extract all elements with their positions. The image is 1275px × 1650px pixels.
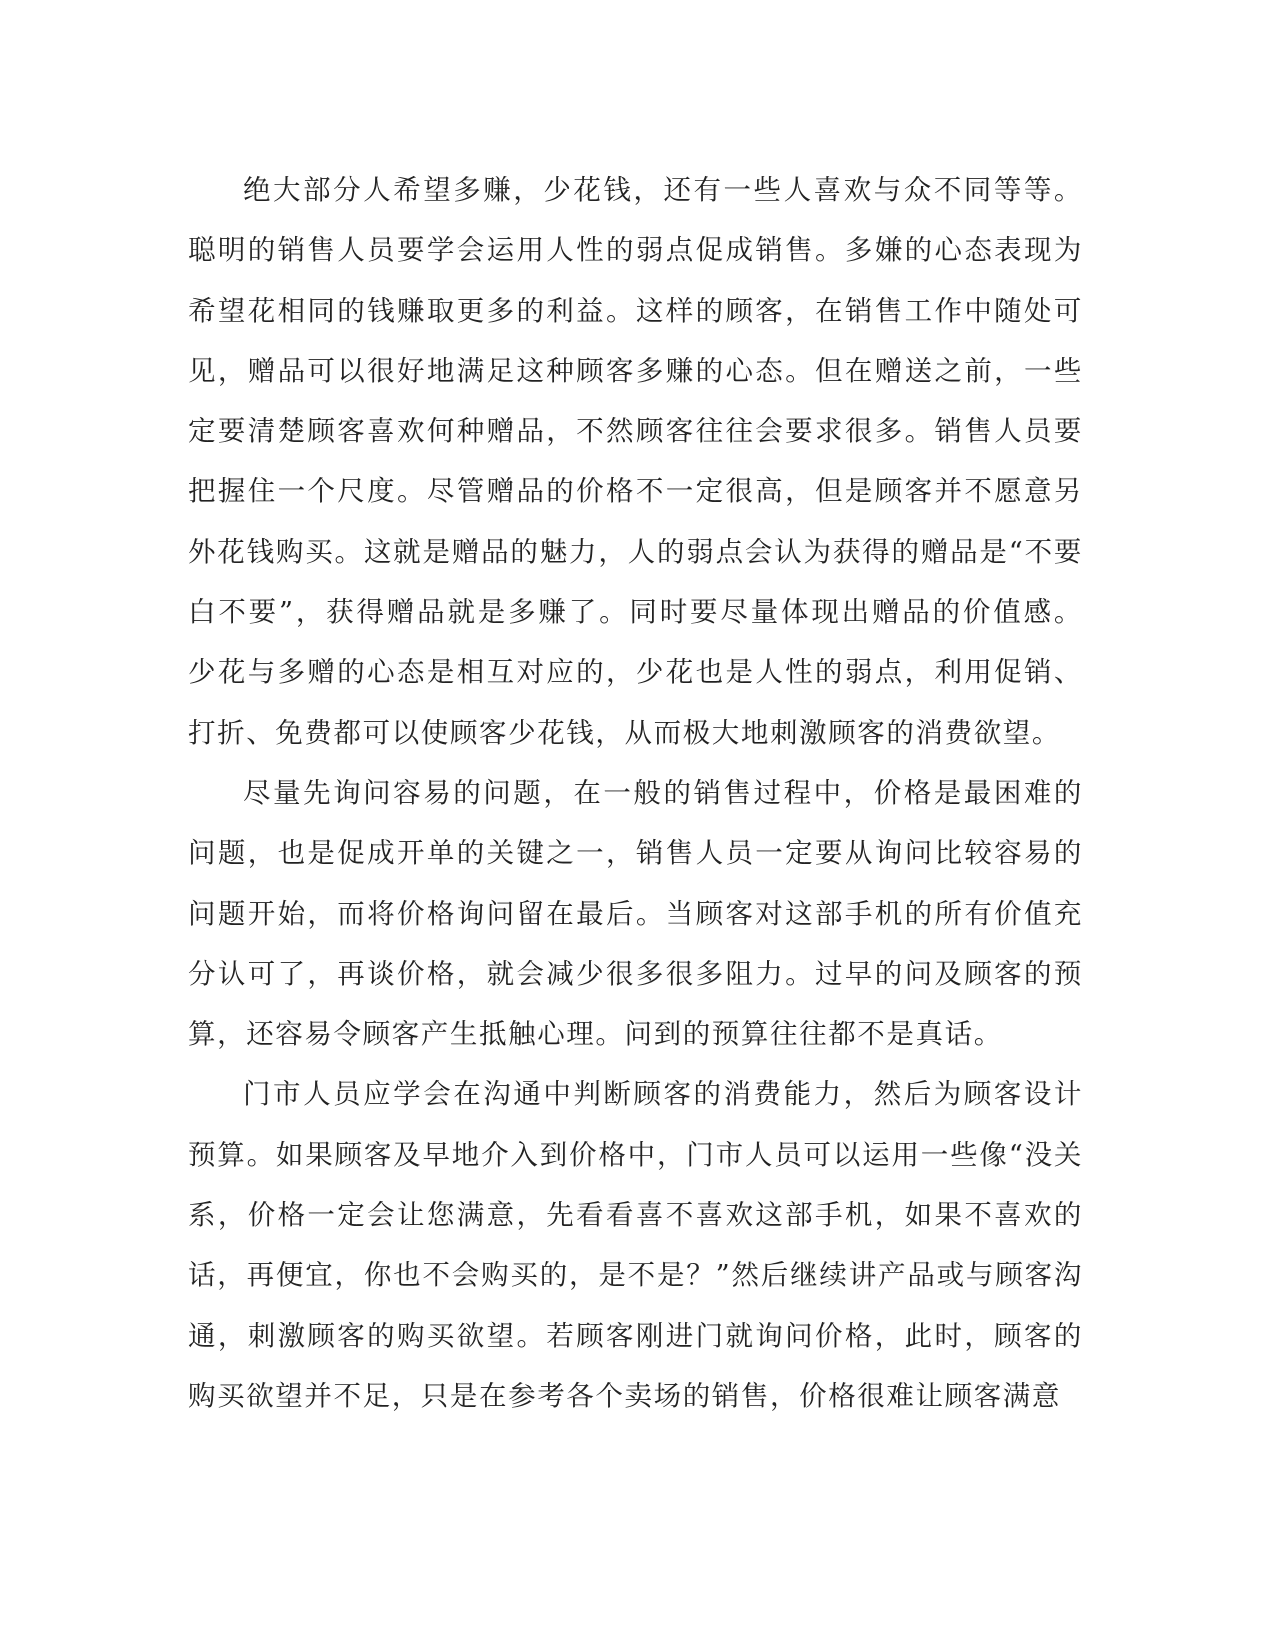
document-body [188,160,1083,1426]
paragraph-budget-design: 门市人员应学会在沟通中判断顾客的消费能力，然后为顾客设计预算。如果顾客及早地介入到价格中，门市人员可以运用一些像“没关系，价格一定会让您满意，先看看喜不喜欢这部手机，如果不喜欢的话，再便宜，你也不会购买的，是不是？”然后继续讲产品或与顾客沟通，刺激顾客的购买欲望。若顾客刚进门就询问价格，此时，顾客的购买欲望并不足，只是在参考各个卖场的销售，价格很难让顾客满意 [188,1078,1083,1412]
paragraph-gift-psychology: 绝大部分人希望多赚，少花钱，还有一些人喜欢与众不同等等。聪明的销售人员要学会运用人性的弱点促成销售。多嫌的心态表现为希望花相同的钱赚取更多的利益。这样的顾客，在销售工作中随处可见，赠品可以很好地满足这种顾客多赚的心态。但在赠送之前，一些定要清楚顾客喜欢何种赠品，不然顾客往往会要求很多。销售人员要把握住一个尺度。尽管赠品的价格不一定很高，但是顾客并不愿意另外花钱购买。这就是赠品的魅力，人的弱点会认为获得的赠品是“不要白不要”，获得赠品就是多赚了。同时要尽量体现出赠品的价值感。 少花与多赠的心态是相互对应的，少花也是人性的弱点，利用促销、打折、免费都可以使顾客少花钱，从而极大地刺激顾客的消费欲望。 [188,174,1083,749]
paragraph-ask-easy-questions: 尽量先询问容易的问题，在一般的销售过程中，价格是最困难的问题，也是促成开单的关键之一，销售人员一定要从询问比较容易的问题开始，而将价格询问留在最后。当顾客对这部手机的所有价值充分认可了，再谈价格，就会减少很多很多阻力。过早的问及顾客的预算，还容易令顾客产生抵触心理。问到的预算往往都不是真话。 [188,776,1083,1051]
